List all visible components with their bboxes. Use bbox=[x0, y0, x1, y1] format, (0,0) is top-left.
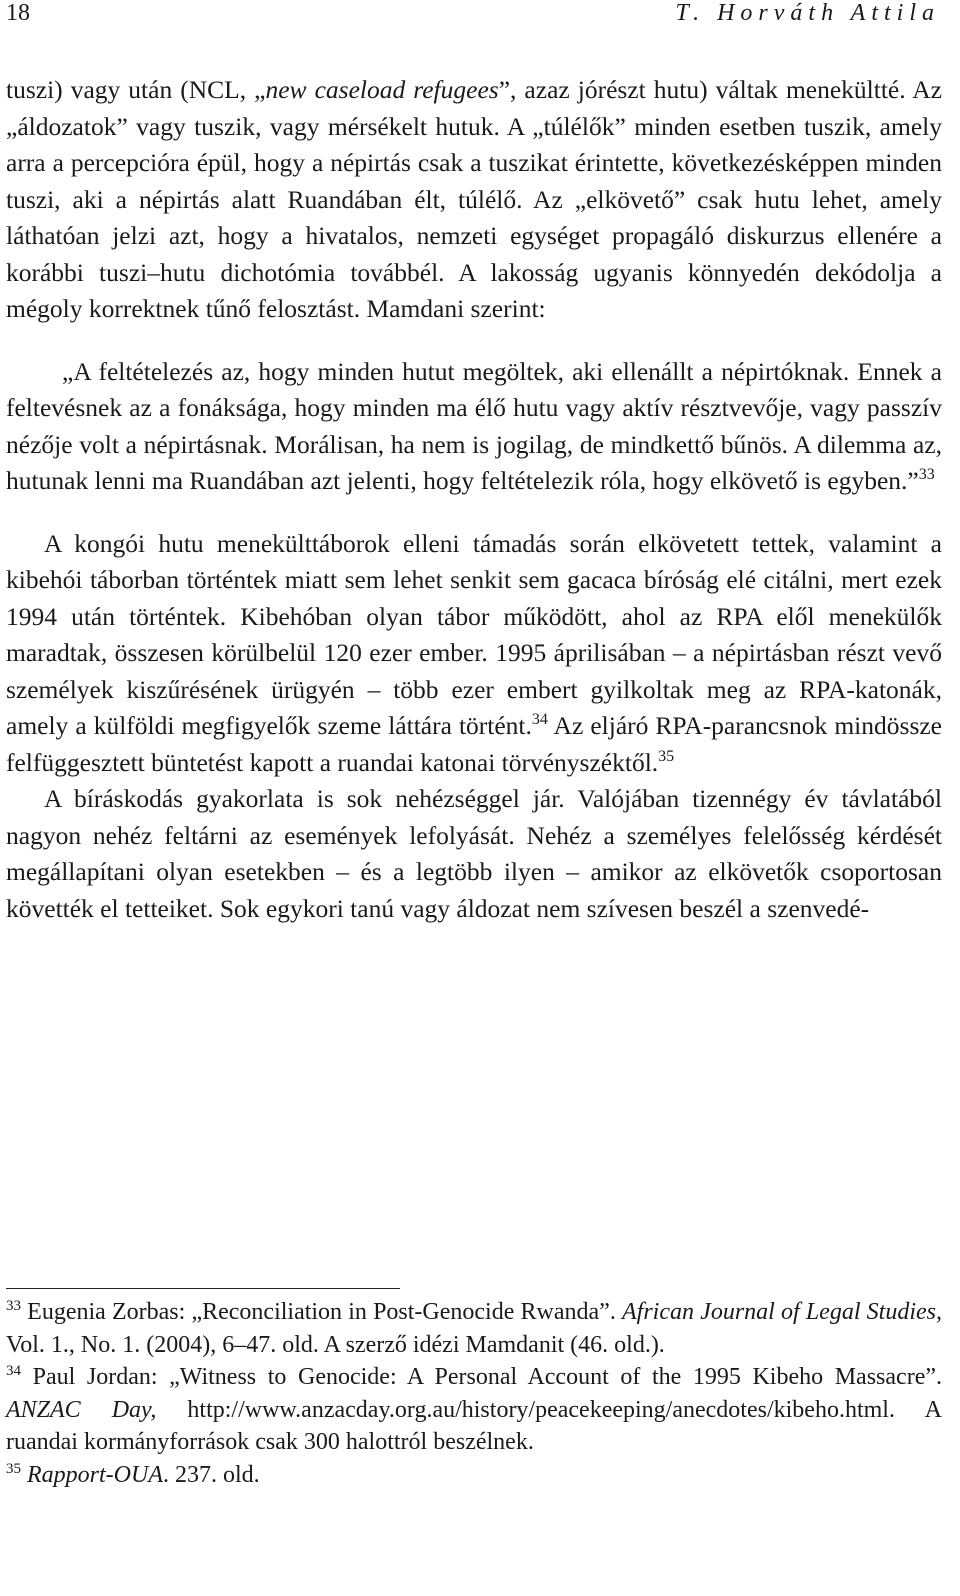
footnote-35 bbox=[6, 1459, 942, 1492]
paragraph-3 bbox=[6, 781, 942, 927]
footnote-divider bbox=[6, 1288, 400, 1289]
paragraph-2 bbox=[6, 526, 942, 782]
footnote-34-source: ANZAC Day, bbox=[6, 1396, 157, 1423]
running-author: T. Horváth Attila bbox=[675, 0, 940, 26]
quote-text: „A feltételezés az, hogy minden hutut megöltek, aki ellenállt a népirtóknak. Ennek a feltevésnek az a fonáksága, hogy minden ma élő hutu vagy aktív résztvevője, vagy passzív nézője volt a népirtásnak. Morálisan, ha nem is jogilag, de mindkettő bűnös. A dilemma az, hutunak lenni ma Ruandában azt jelenti, hogy feltételezik róla, hogy elkövető is egyben.” bbox=[6, 356, 942, 495]
paragraph-1-text-c: ”, azaz jórészt hutu) váltak menekültté. Az „áldozatok” vagy tuszik, vagy mérsékelt hutuk. A „túlélők” minden esetben tuszik, amely arra a percepcióra épül, hogy a népirtás csak a tuszikat érintette, következésképpen minden tuszi, aki a népirtás alatt Ruandában élt, túlélő. Az „elkövető” csak hutu lehet, amely láthatóan jelzi azt, hogy a hivatalos, nemzeti egységet propagáló diskurzus ellenére a korábbi tuszi–hutu dichotómia továbbél. A lakosság ugyanis könnyedén dekódolja a mégoly korrektnek tűnő felosztást. Mamdani szerint: bbox=[6, 75, 942, 323]
paragraph-2-text-a: A kongói hutu menekülttáborok elleni támadás során elkövetett tettek, valamint a kibehói táborban történtek miatt sem lehet senkit sem gacaca bíróság elé citálni, mert ezek 1994 után történtek. Kibehóban olyan tábor működött, ahol az RPA elől menekülők maradtak, összesen körülbelül 120 ezer ember. 1995 áprilisában – a népirtásban részt vevő személyek kiszűrésének ürügyén – több ezer embert gyilkoltak meg az RPA-katonák, amely a külföldi megfigyelők szeme láttára történt. bbox=[6, 528, 942, 740]
footnote-35-source: Rapport-OUA bbox=[27, 1461, 163, 1488]
footnote-33-text-a: Eugenia Zorbas: „Reconciliation in Post-Genocide Rwanda”. bbox=[21, 1299, 623, 1325]
footnote-ref-34[interactable]: 34 bbox=[531, 711, 548, 728]
footnote-ref-35[interactable]: 35 bbox=[658, 747, 675, 765]
footnote-ref-33[interactable]: 33 bbox=[918, 466, 935, 483]
footnote-33 bbox=[6, 1296, 942, 1361]
paragraph-1-italic-term: new caseload refugees bbox=[265, 75, 499, 104]
paragraph-2-text-b: Az eljáró RPA-parancsnok mindössze felfüggesztett büntetést kapott a ruandai katonai törvényszéktől. bbox=[6, 711, 943, 777]
paragraph-1 bbox=[6, 72, 942, 328]
footnotes bbox=[6, 1296, 942, 1491]
footnote-33-text-c: Vol. 1., No. 1. (2004), 6–47. old. A szerző idézi Mamdanit (46. old.). bbox=[6, 1331, 665, 1358]
block-quote bbox=[6, 354, 942, 500]
paragraph-3-text: A bíráskodás gyakorlata is sok nehézséggel jár. Valójában tizennégy év távlatából nagyon nehéz feltárni az események lefolyását. Nehéz a személyes felelősség kérdését megállapítani olyan esetekben – és a legtöbb ilyen – amikor az elkövetők csoportosan követték el tetteiket. Sok egykori tanú vagy áldozat nem szívesen beszél a szenvedé- bbox=[6, 784, 942, 923]
footnote-34 bbox=[6, 1361, 942, 1459]
footnote-34-text-c: http://www.anzacday.org.au/history/peacekeeping/anecdotes/kibeho.html. A ruandai kormányforrások csak 300 halottról beszélnek. bbox=[6, 1396, 942, 1455]
paragraph-1-text-a: tuszi) vagy után (NCL, „ bbox=[6, 75, 266, 104]
footnote-35-number: 35 bbox=[6, 1460, 21, 1477]
footnote-33-journal: African Journal of Legal Studies, bbox=[622, 1299, 943, 1325]
running-header bbox=[6, 0, 940, 30]
footnote-33-number: 33 bbox=[6, 1298, 21, 1314]
footnote-35-text-b: . 237. old. bbox=[162, 1461, 260, 1488]
footnote-34-text-a: Paul Jordan: „Witness to Genocide: A Personal Account of the 1995 Kibeho Massacre”. bbox=[21, 1364, 942, 1390]
page-number: 18 bbox=[6, 0, 30, 26]
main-text bbox=[6, 72, 942, 927]
footnote-34-number: 34 bbox=[6, 1363, 21, 1379]
